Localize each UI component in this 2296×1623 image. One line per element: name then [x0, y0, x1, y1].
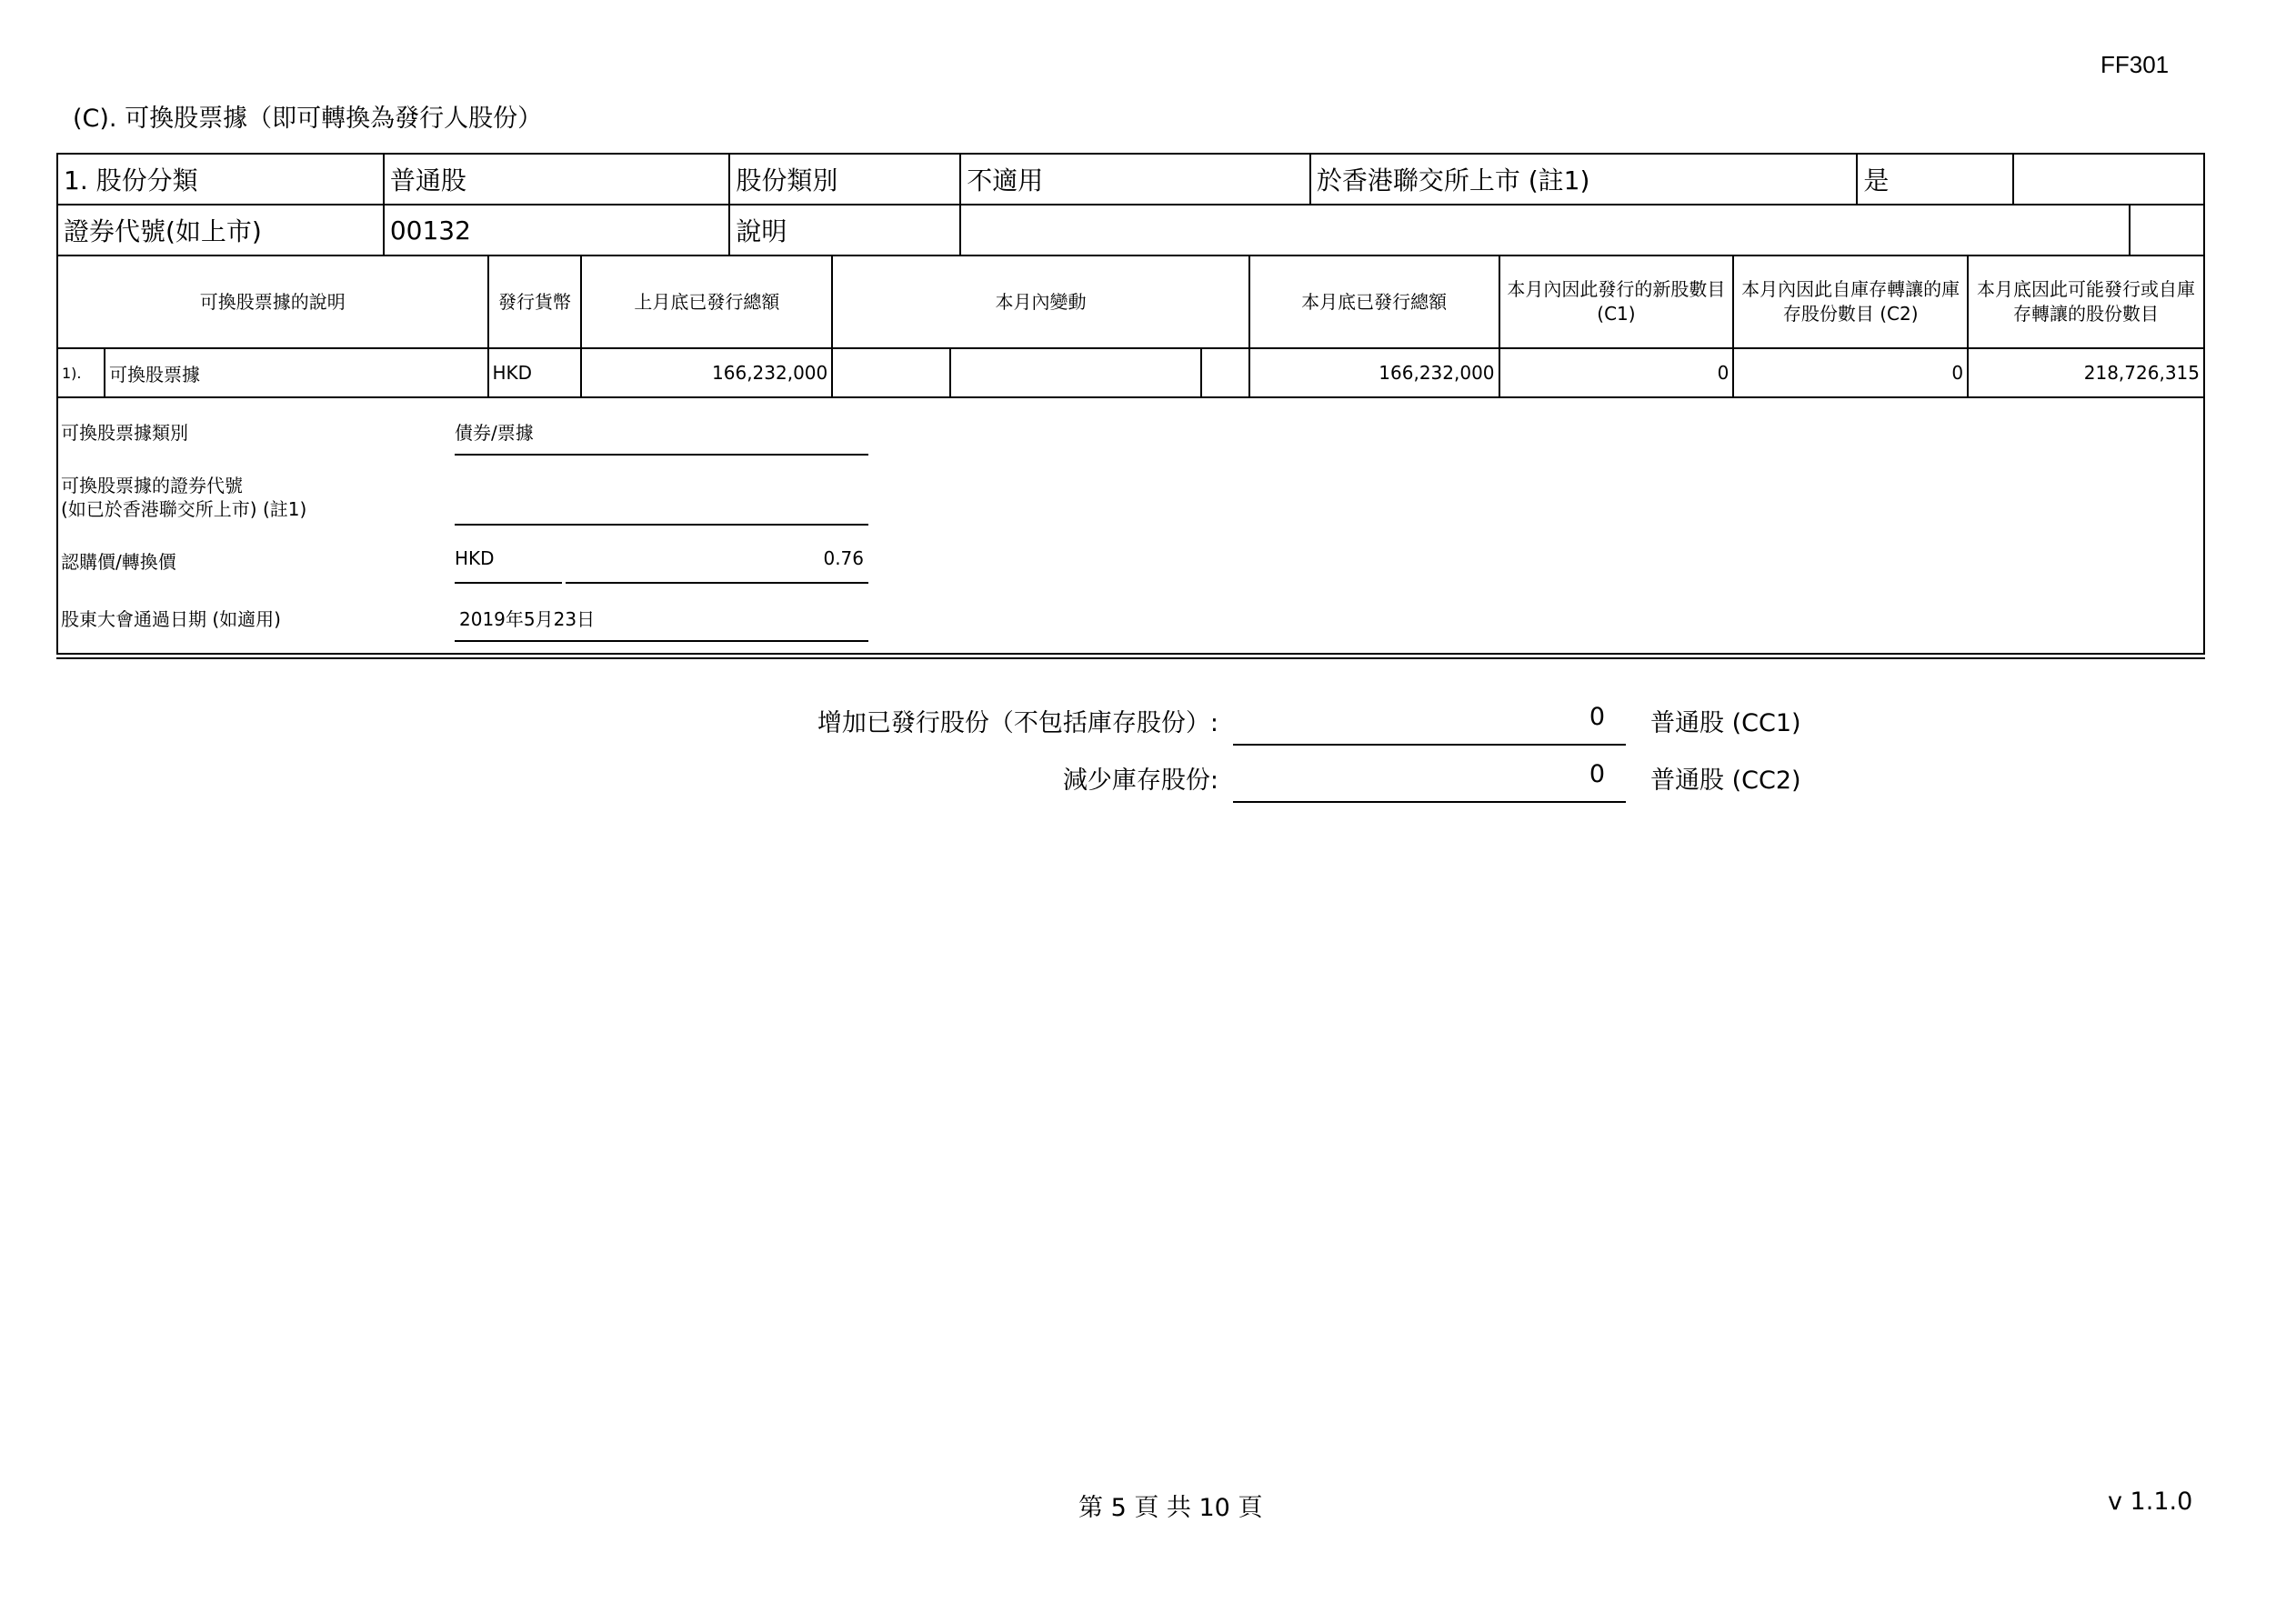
decrease-unit: 普通股 (CC2) — [1650, 766, 1801, 795]
price-value-underline — [566, 582, 868, 584]
price-value: 0.76 — [823, 547, 864, 569]
price-currency: HKD — [455, 547, 495, 569]
description-label: 說明 — [729, 205, 960, 255]
form-code: FF301 — [2100, 51, 2170, 78]
col-possible-shares: 本月底因此可能發行或自庫存轉讓的股份數目 — [1968, 255, 2204, 348]
stock-code-value: 00132 — [384, 205, 730, 255]
col-currency: 發行貨幣 — [488, 255, 582, 348]
table-row — [57, 348, 2204, 397]
price-currency-underline — [455, 582, 562, 584]
increase-underline — [1233, 744, 1626, 746]
price-label: 認購價/轉換價 — [61, 551, 176, 573]
listed-value: 是 — [1857, 154, 2013, 205]
listed-label: 於香港聯交所上市 (註1) — [1310, 154, 1858, 205]
table-header-row — [57, 255, 2204, 348]
code-label: 可換股票據的證券代號 — [61, 475, 243, 496]
decrease-underline — [1233, 801, 1626, 803]
type-value: 債券/票據 — [455, 422, 534, 444]
description-extra-cell — [2130, 205, 2204, 255]
share-type-value: 不適用 — [960, 154, 1310, 205]
listed-extra-cell — [2013, 154, 2204, 205]
share-class-value: 普通股 — [384, 154, 730, 205]
code-label-note: (如已於香港聯交所上市) (註1) — [61, 498, 307, 520]
decrease-label: 減少庫存股份: — [1062, 766, 1218, 795]
type-label: 可換股票據類別 — [61, 422, 188, 444]
col-new-shares: 本月內因此發行的新股數目 (C1) — [1499, 255, 1734, 348]
col-treasury-transfer: 本月內因此自庫存轉讓的庫存股份數目 (C2) — [1733, 255, 1968, 348]
row-possible-shares: 218,726,315 — [1968, 348, 2204, 397]
row-currency: HKD — [488, 348, 582, 397]
row-prev-total: 166,232,000 — [581, 348, 832, 397]
agm-value: 2019年5月23日 — [459, 608, 596, 630]
page-number: 第 5 頁 共 10 頁 — [1078, 1494, 1263, 1522]
row-movement-1 — [832, 348, 950, 397]
increase-unit: 普通股 (CC1) — [1650, 709, 1801, 737]
type-underline — [455, 454, 868, 456]
details-box — [56, 396, 2205, 655]
increase-label: 增加已發行股份（不包括庫存股份）: — [817, 709, 1218, 737]
stock-code-label: 證券代號(如上市) — [57, 205, 384, 255]
col-curr-total: 本月底已發行總額 — [1249, 255, 1499, 348]
share-class-label: 1. 股份分類 — [57, 154, 384, 205]
col-prev-total: 上月底已發行總額 — [581, 255, 832, 348]
row-treasury-transfer: 0 — [1733, 348, 1968, 397]
agm-label: 股東大會通過日期 (如適用) — [61, 608, 281, 630]
share-class-header-table — [56, 153, 2205, 256]
col-movement: 本月內變動 — [832, 255, 1248, 348]
row-index: 1). — [57, 348, 105, 397]
convertible-notes-table — [56, 255, 2205, 398]
description-value — [960, 205, 2130, 255]
section-title: (C). 可換股票據（即可轉換為發行人股份） — [73, 105, 543, 133]
row-curr-total: 166,232,000 — [1249, 348, 1499, 397]
row-description: 可換股票據 — [105, 348, 488, 397]
decrease-value: 0 — [1589, 760, 1605, 788]
row-new-shares: 0 — [1499, 348, 1734, 397]
row-movement-2 — [950, 348, 1201, 397]
row-movement-3 — [1201, 348, 1249, 397]
version-label: v 1.1.0 — [2108, 1488, 2193, 1516]
share-type-label: 股份類別 — [729, 154, 960, 205]
increase-value: 0 — [1589, 703, 1605, 731]
agm-underline — [455, 640, 868, 642]
code-underline — [455, 524, 868, 526]
col-description: 可換股票據的說明 — [57, 255, 488, 348]
